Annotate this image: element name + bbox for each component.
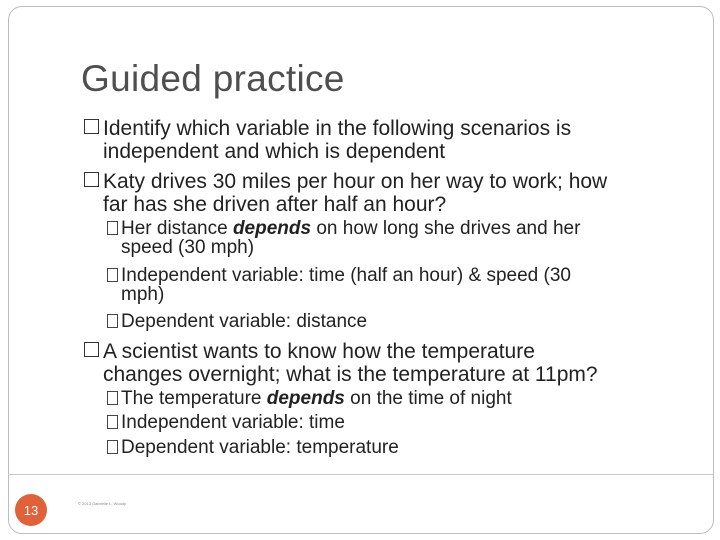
bullet-1-line2: independent and which is dependent <box>103 140 446 163</box>
bullet-3-line1: A scientist wants to know how the temperature <box>103 340 535 363</box>
bullet-3 <box>103 340 598 386</box>
footer-copyright: © 2013 Gabrielle L. Woody <box>78 501 127 506</box>
square-bullet-icon <box>84 342 99 357</box>
sub-text-post: on how long she drives and her <box>311 218 581 239</box>
sub-bullet-2-3 <box>121 312 367 331</box>
sub-bullet-3-2 <box>121 413 345 432</box>
sub-bullet-2-2-line1: Independent variable: time (half an hour) & speed (30 <box>121 265 571 286</box>
bullet-3-line2: changes overnight; what is the temperature at 11pm? <box>103 363 598 386</box>
bullet-2-line2: far has she driven after half an hour? <box>103 193 447 216</box>
square-bullet-icon <box>84 119 99 134</box>
missing-glyph-bullet-icon <box>107 314 118 328</box>
sub-bullet-2-3-line1: Dependent variable: distance <box>121 311 368 332</box>
slide-title: Guided practice <box>81 58 345 99</box>
footer-divider <box>8 474 714 475</box>
sub-bullet-2-1 <box>121 219 580 257</box>
bullet-1-line1: Identify which variable in the following scenarios is <box>103 117 572 140</box>
missing-glyph-bullet-icon <box>107 221 118 235</box>
bullet-1 <box>103 117 571 163</box>
sub-bullet-3-3 <box>121 438 399 457</box>
missing-glyph-bullet-icon <box>107 415 118 429</box>
sub-bullet-3-3-line1: Dependent variable: temperature <box>121 437 399 458</box>
sub-bullet-2-2-line2: mph) <box>121 284 165 305</box>
sub-bullet-3-2-line1: Independent variable: time <box>121 412 345 433</box>
bullet-2-line1: Katy drives 30 miles per hour on her way to work; how <box>103 170 608 193</box>
square-bullet-icon <box>84 172 99 187</box>
sub-text-pre: The temperature <box>121 388 267 409</box>
sub-bullet-2-2 <box>121 266 571 304</box>
sub-text-pre: Her distance <box>121 218 233 239</box>
sub-text-post: on the time of night <box>344 388 512 409</box>
sub-text-emphasis: depends <box>266 388 345 409</box>
sub-bullet-3-1 <box>121 389 512 408</box>
bullet-2 <box>103 170 607 216</box>
missing-glyph-bullet-icon <box>107 440 118 454</box>
page-number-badge: 13 <box>15 494 47 526</box>
missing-glyph-bullet-icon <box>107 391 118 405</box>
sub-text-emphasis: depends <box>232 218 312 239</box>
sub-bullet-2-1-line2: speed (30 mph) <box>121 237 255 258</box>
missing-glyph-bullet-icon <box>107 268 118 282</box>
